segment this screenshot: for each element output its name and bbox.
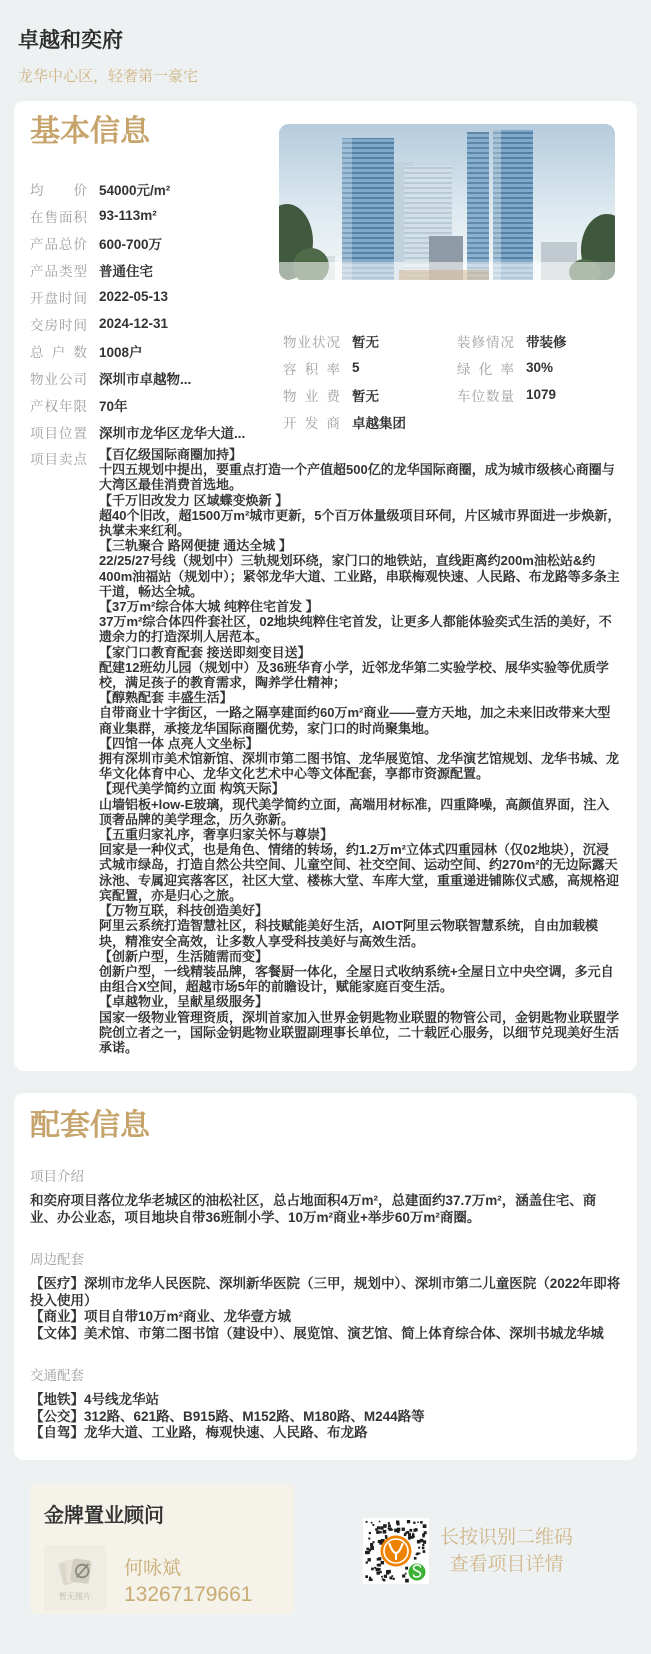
field-value: 1079: [526, 387, 557, 402]
amenities-card: [14, 1093, 637, 1460]
consultant-info: [124, 1545, 252, 1611]
selling-point-heading: 【现代美学简约立面 构筑天际】: [99, 781, 285, 797]
field-label: 物业公司: [30, 371, 87, 387]
field-value: 卓越集团: [352, 415, 406, 431]
nearby-amenities-label: 周边配套: [30, 1252, 84, 1268]
qr-caption: [440, 1524, 573, 1578]
info-row: [457, 327, 637, 354]
field-value: 普通住宅: [99, 263, 153, 279]
selling-point-body: 十四五规划中提出，要重点打造一个产值超500亿的龙华国际商圈，成为城市级核心商圈与大湾区最佳消费首选地。: [99, 462, 615, 493]
consultant-avatar-placeholder: [44, 1545, 106, 1611]
selling-point-heading: 【四馆一体 点亮人文坐标】: [99, 735, 259, 751]
field-label: 物业费: [283, 388, 340, 404]
basic-info-right-column: [457, 327, 637, 408]
list-item: 【公交】312路、621路、B915路、M152路、M180路、M244路等: [30, 1408, 425, 1424]
selling-point-body: 配建12班幼儿园（规划中）及36班华育小学，近邻龙华第二实验学校、展华实验等优质学校，满足孩子的教育需求，陶养学仕精神；: [99, 659, 609, 691]
field-label: 产品类型: [30, 263, 87, 279]
field-label: 交房时间: [30, 317, 87, 333]
selling-point-body: 阿里云系统打造智慧社区，科技赋能美好生活，AIOT阿里云物联智慧系统，自由加载模块，精准安全高效，让多数人享受科技美好与高效生活。: [99, 918, 599, 949]
field-label: 产权年限: [30, 398, 87, 414]
info-row: [457, 354, 637, 381]
field-label: 车位数量: [457, 388, 514, 404]
selling-point-section: [99, 736, 621, 782]
selling-point-body: 22/25/27号线（规划中）三轨规划环绕，家门口的地铁站，直线距离约200m油松站&约400m油福站（规划中）；紧邻龙华大道、工业路，串联梅观快速、人民路、布龙路等多条主干道，畅达全城。: [99, 553, 620, 599]
selling-point-body: 超40个旧改，超1500万m²城市更新，5个百万体量级项目环伺，片区城市界面进一步焕新，执掌未来红利。: [99, 507, 621, 539]
list-item: 【自驾】龙华大道、工业路，梅观快速、人民路、布龙路: [30, 1425, 368, 1441]
info-row: [30, 256, 280, 283]
basic-info-middle-column: [283, 327, 453, 435]
field-value: 600-700万: [99, 236, 163, 252]
field-label: 项目位置: [30, 425, 87, 441]
consultant-phone[interactable]: 13267179661: [124, 1582, 253, 1606]
field-value: 深圳市卓越物...: [99, 371, 192, 387]
field-value: 5: [352, 360, 360, 375]
info-row: [283, 354, 453, 381]
field-label: 物业状况: [283, 334, 340, 350]
traffic-amenities-list: [30, 1392, 621, 1442]
selling-point-body: 回家是一种仪式，也是角色、情绪的转场，约1.2万m²立体式四重园林（仅02地块），沉浸式城市绿岛，打造自然公共空间、儿童空间、社交空间、运动空间、约270m²的无边际露天泳池、专属迎宾落客区，社区大堂、楼栋大堂、车库大堂，重重递进铺陈仪式感，高规格迎宾配置，亦是归心之旅。: [99, 842, 620, 903]
no-photo-caption: 暂无图片: [59, 1592, 91, 1602]
basic-info-title: 基本信息: [30, 115, 150, 148]
selling-point-section: [99, 690, 621, 736]
selling-point-heading: 【五重归家礼序，奢享归家关怀与尊崇】: [99, 827, 334, 843]
field-value: 暂无: [352, 334, 379, 350]
selling-points-label: 项目卖点: [30, 452, 87, 467]
list-item: 【文体】美术馆、市第二图书馆（建设中）、展览馆、演艺馆、简上体育综合体、深圳书城龙华城: [30, 1325, 604, 1341]
info-row: [457, 381, 637, 408]
project-title: 卓越和奕府: [18, 29, 123, 52]
basic-info-left-column: [30, 175, 280, 445]
project-slogan: 龙华中心区，轻奢第一豪宅: [18, 68, 199, 85]
building-rendering-graphic: [279, 124, 615, 280]
selling-point-section: [99, 538, 621, 599]
nearby-amenities-list: [30, 1276, 621, 1342]
selling-point-body: 37万m²综合体四件套社区，02地块纯粹住宅首发，让更多人都能体验奕式生活的美好，不遗余力的打造深圳人居范本。: [99, 614, 612, 645]
selling-point-heading: 【家门口教育配套 接送即刻变目送】: [99, 644, 311, 660]
selling-point-section: [99, 903, 621, 949]
field-value: 30%: [526, 360, 554, 375]
consultant-section: [0, 1484, 651, 1654]
selling-point-heading: 【醇熟配套 丰盛生活】: [99, 690, 233, 706]
info-row: [30, 202, 280, 229]
consultant-name: 何咏斌: [124, 1557, 182, 1579]
info-row: [30, 229, 280, 256]
field-label: 装修情况: [457, 334, 514, 350]
consultant-row: [44, 1545, 280, 1611]
selling-point-section: [99, 949, 621, 995]
info-row: [283, 381, 453, 408]
selling-point-body: 自带商业十字街区，一路之隔享建面约60万m²商业——壹方天地，加之未来旧改带来大型商业集群，承接龙华国际商圈优势，家门口的时尚聚集地。: [99, 705, 611, 736]
consultant-card: [30, 1484, 294, 1614]
field-value: 2024-12-31: [99, 316, 169, 331]
basic-info-card: [14, 101, 637, 1071]
selling-point-body: 创新户型，一线精装品牌，客餐厨一体化，全屋日式收纳系统+全屋日立中央空调，多元自由组合X空间，超越市场5年的前瞻设计，赋能家庭百变生活。: [99, 963, 614, 995]
info-row: [30, 283, 280, 310]
project-intro-label: 项目介绍: [30, 1169, 84, 1185]
selling-point-section: [99, 994, 621, 1055]
field-value: 暂无: [352, 388, 379, 404]
list-item: 【医疗】深圳市龙华人民医院、深圳新华医院（三甲，规划中）、深圳市第二儿童医院（2022年即将投入使用）: [30, 1276, 621, 1308]
no-photo-icon: [55, 1553, 95, 1589]
info-row: [30, 364, 280, 391]
field-label: 开发商: [283, 415, 340, 431]
field-value: 1008户: [99, 344, 143, 360]
selling-points-content: [99, 447, 621, 1055]
info-row: [30, 337, 280, 364]
qr-caption-line1: 长按识别二维码: [440, 1526, 574, 1548]
selling-point-section: [99, 781, 621, 827]
consultant-card-title: 金牌置业顾问: [44, 1504, 164, 1527]
info-row: [30, 310, 280, 337]
traffic-amenities-label: 交通配套: [30, 1368, 84, 1384]
field-value: 2022-05-13: [99, 289, 169, 304]
field-label: 产品总价: [30, 236, 87, 252]
selling-point-heading: 【卓越物业，呈献星级服务】: [99, 994, 269, 1010]
field-label: 容积率: [283, 361, 340, 377]
selling-point-body: 拥有深圳市美术馆新馆、深圳市第二图书馆、龙华展览馆、龙华演艺馆规划、龙华书城、龙华文化体育中心、龙华文化艺术中心等文体配套，享都市资源配置。: [99, 751, 620, 782]
qr-caption-line2: 查看项目详情: [449, 1553, 564, 1575]
qr-group: [363, 1518, 573, 1584]
selling-point-body: 山墙铝板+low-E玻璃，现代美学简约立面，高端用材标准，四重降噪，高颜值界面，注入顶奢品牌的美学理念，历久弥新。: [99, 796, 610, 827]
selling-point-heading: 【创新户型，生活随需而变】: [99, 948, 269, 964]
field-label: 绿化率: [457, 361, 514, 377]
amenities-title: 配套信息: [30, 1109, 150, 1143]
info-row: [283, 408, 453, 435]
selling-point-heading: 【万物互联，科技创造美好】: [99, 903, 269, 919]
selling-point-section: [99, 493, 621, 539]
info-row: [30, 418, 280, 445]
field-value: 54000元/m²: [99, 182, 171, 198]
selling-point-section: [99, 599, 621, 645]
project-intro-text: 和奕府项目落位龙华老城区的油松社区，总占地面积4万m²，总建面约37.7万m²，涵盖住宅、商业、办公业态，项目地块自带36班制小学、10万m²商业+举步60万m²商圈。: [30, 1193, 597, 1225]
selling-point-section: [99, 827, 621, 903]
selling-point-heading: 【百亿级国际商圈加持】: [99, 447, 243, 462]
field-label: 均价: [30, 182, 87, 198]
qr-code[interactable]: [363, 1518, 429, 1584]
field-value: 70年: [99, 398, 128, 414]
info-row: [30, 175, 280, 202]
selling-point-body: 国家一级物业管理资质，深圳首家加入世界金钥匙物业联盟的物管公司，金钥匙物业联盟学院创立者之一，国际金钥匙物业联盟副理事长单位，二十载匠心服务，以细节兑现美好生活承诺。: [99, 1009, 620, 1055]
field-label: 总户数: [30, 344, 87, 360]
list-item: 【商业】项目自带10万m²商业、龙华壹方城: [30, 1309, 292, 1325]
page-header: [0, 0, 651, 86]
field-label: 在售面积: [30, 209, 87, 225]
field-value: 带装修: [526, 334, 567, 350]
field-label: 开盘时间: [30, 290, 87, 306]
selling-points-row: [30, 447, 621, 1055]
selling-point-section: [99, 447, 621, 493]
selling-point-heading: 【37万m²综合体大城 纯粹住宅首发 】: [99, 599, 319, 615]
list-item: 【地铁】4号线龙华站: [30, 1392, 160, 1408]
miniprogram-badge-icon: [409, 1563, 426, 1580]
qr-logo-circle: [381, 1535, 412, 1566]
selling-point-heading: 【千万旧改发力 区域蝶变焕新 】: [99, 492, 289, 508]
selling-point-section: [99, 645, 621, 691]
info-row: [283, 327, 453, 354]
building-rendering-image: [279, 124, 615, 280]
field-value: 93-113m²: [99, 208, 157, 223]
info-row: [30, 391, 280, 418]
selling-point-heading: 【三轨聚合 路网便捷 通达全城 】: [99, 538, 292, 554]
field-value: 深圳市龙华区龙华大道...: [99, 425, 246, 441]
